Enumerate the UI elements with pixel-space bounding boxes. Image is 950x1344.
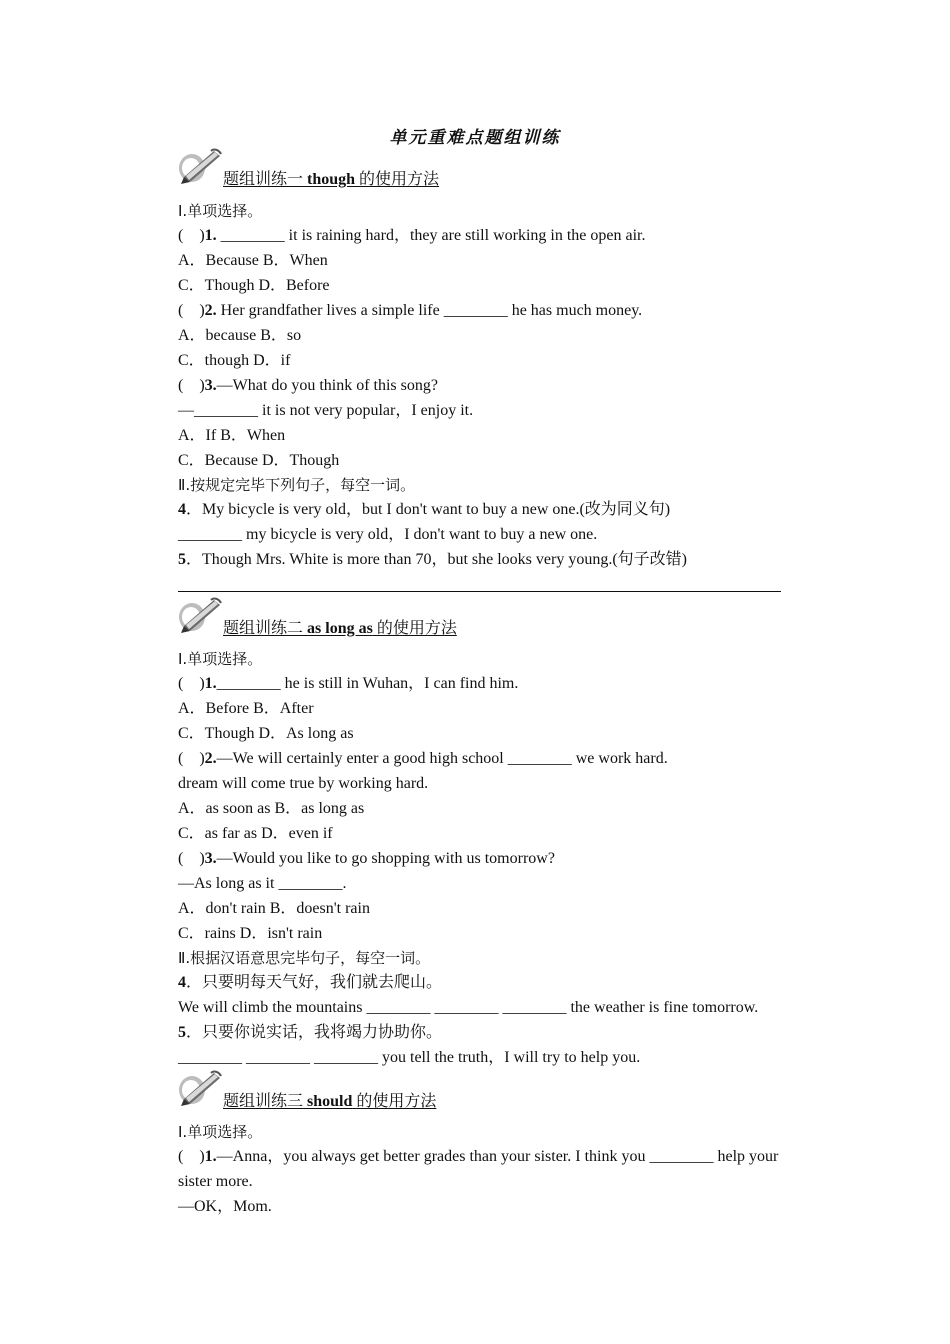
section-title: 题组训练三 should 的使用方法 (223, 1093, 437, 1110)
question-4: 4．只要明每天气好，我们就去爬山。 (178, 974, 443, 991)
part-heading: Ⅰ.单项选择。 (178, 1123, 263, 1141)
options-ab: A．don't rain B．doesn't rain (178, 900, 370, 917)
question-4-line-2: ________ my bicycle is very old，I don't want to buy a new one. (178, 526, 598, 543)
options-cd: C．Though D．Before (178, 277, 330, 294)
part-heading: Ⅰ.单项选择。 (178, 650, 263, 668)
pencil-icon (178, 147, 222, 185)
section-title: 题组训练一 though 的使用方法 (223, 171, 440, 188)
question-5-line-2: ________ ________ ________ you tell the truth，I will try to help you. (178, 1049, 641, 1066)
pencil-icon (178, 596, 222, 634)
section-header-3 (178, 1069, 818, 1115)
options-cd: C．Because D．Though (178, 452, 340, 469)
question-1: ( )1. ________ it is raining hard，they are still working in the open air. (178, 227, 646, 244)
options-cd: C．Though D．As long as (178, 725, 354, 742)
question-2: ( )2.—We will certainly enter a good high school ________ we work hard. (178, 750, 668, 767)
question-1-line-3: —OK，Mom. (178, 1198, 272, 1215)
options-cd: C．as far as D．even if (178, 825, 333, 842)
question-1-line-2: sister more. (178, 1173, 253, 1190)
options-ab: A．Before B．After (178, 700, 314, 717)
options-ab: A．Because B．When (178, 252, 328, 269)
question-2-line-2: dream will come true by working hard. (178, 775, 429, 792)
question-1: ( )1.________ he is still in Wuhan，I can find him. (178, 675, 519, 692)
options-ab: A．because B．so (178, 327, 302, 344)
page-title: 单元重难点题组训练 (389, 128, 561, 148)
question-3: ( )3.—What do you think of this song? (178, 377, 438, 394)
pencil-icon (178, 1069, 222, 1107)
question-4: 4．My bicycle is very old，but I don't want to buy a new one.(改为同义句) (178, 501, 671, 518)
part-heading: Ⅱ.根据汉语意思完毕句子，每空一词。 (178, 949, 431, 967)
question-1: ( )1.—Anna，you always get better grades than your sister. I think you ________ help your (178, 1148, 779, 1165)
part-heading: Ⅱ.按规定完毕下列句子，每空一词。 (178, 476, 416, 494)
question-5: 5．只要你说实话，我将竭力协助你。 (178, 1024, 443, 1041)
section-header-1 (178, 147, 818, 193)
question-5: 5．Though Mrs. White is more than 70，but she looks very young.(句子改错) (178, 551, 687, 568)
options-cd: C．though D．if (178, 352, 291, 369)
options-ab: A．as soon as B．as long as (178, 800, 365, 817)
section-header-2 (178, 596, 818, 642)
answer-line (178, 591, 781, 592)
section-title: 题组训练二 as long as 的使用方法 (223, 620, 457, 637)
question-3-line-2: —As long as it ________. (178, 875, 347, 892)
options-ab: A．If B．When (178, 427, 286, 444)
question-3-line-2: —________ it is not very popular，I enjoy it. (178, 402, 474, 419)
question-2: ( )2. Her grandfather lives a simple life ________ he has much money. (178, 302, 643, 319)
question-3: ( )3.—Would you like to go shopping with us tomorrow? (178, 850, 555, 867)
options-cd: C．rains D．isn't rain (178, 925, 323, 942)
question-4-line-2: We will climb the mountains ________ ________ ________ the weather is fine tomorrow. (178, 999, 759, 1016)
part-heading: Ⅰ.单项选择。 (178, 202, 263, 220)
